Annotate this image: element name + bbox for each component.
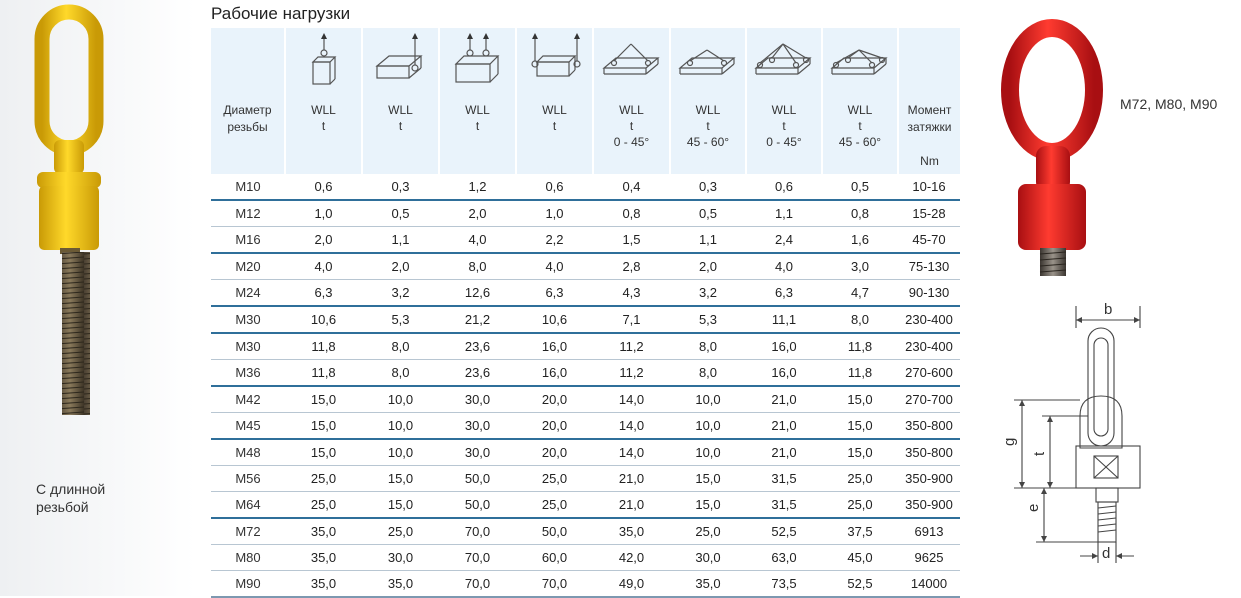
wll-value-cell: 31,5 [746,466,822,492]
wll-value-cell: 2,0 [439,200,516,227]
red-product-label: M72, M80, M90 [1120,96,1218,112]
torque-cell: 90-130 [898,280,960,307]
wll-value-cell: 11,2 [593,333,670,360]
table-row [211,333,960,360]
wll-value-cell: 0,3 [362,174,439,200]
thread-size-cell: M56 [211,466,285,492]
wll-value-cell: 70,0 [516,571,593,598]
wll-value-cell: 73,5 [746,571,822,598]
wll-header-four-leg-0-45 [746,28,822,174]
table-row [211,253,960,280]
wll-value-cell: 1,1 [362,227,439,254]
unit-label: t [706,119,710,133]
wll-value-cell: 60,0 [516,545,593,571]
thread-size-cell: M42 [211,386,285,413]
wll-value-cell: 15,0 [822,439,898,466]
wll-value-cell: 4,0 [439,227,516,254]
angle-label: 45 - 60° [838,135,882,149]
wll-value-cell: 15,0 [285,386,362,413]
four-leg-sling-steep-icon [828,32,892,88]
wll-value-cell: 3,0 [822,253,898,280]
wll-value-cell: 2,8 [593,253,670,280]
vertical-single-lift-icon [294,32,354,88]
angle-label: 0 - 45° [766,135,802,149]
wll-header-four-leg-45-60 [822,28,898,174]
wll-header-horizontal-single [362,28,439,174]
wll-value-cell: 21,0 [746,439,822,466]
torque-cell: 14000 [898,571,960,598]
torque-header-line-1: Момент [907,103,952,117]
wll-value-cell: 2,4 [746,227,822,254]
wll-value-cell: 2,0 [362,253,439,280]
dimension-e-label: e [1025,503,1042,512]
wll-value-cell: 25,0 [670,518,746,545]
wll-value-cell: 49,0 [593,571,670,598]
thread-diameter-header [211,28,285,174]
torque-cell: 350-900 [898,466,960,492]
torque-cell: 15-28 [898,200,960,227]
thread-size-cell: M45 [211,413,285,440]
wll-value-cell: 1,0 [285,200,362,227]
wll-value-cell: 21,0 [593,466,670,492]
wll-value-cell: 21,2 [439,306,516,333]
wll-label: WLL [695,103,721,117]
wll-value-cell: 0,5 [670,200,746,227]
wll-value-cell: 8,0 [670,360,746,387]
wll-value-cell: 25,0 [822,492,898,519]
unit-label: t [475,119,480,133]
wll-value-cell: 1,0 [516,200,593,227]
wll-value-cell: 1,6 [822,227,898,254]
wll-value-cell: 23,6 [439,333,516,360]
table-row [211,227,960,254]
wll-value-cell: 16,0 [516,360,593,387]
unit-label: t [398,119,403,133]
thread-header-line-1: Диаметр [223,103,272,117]
wll-value-cell: 0,6 [746,174,822,200]
wll-value-cell: 0,6 [285,174,362,200]
wll-value-cell: 25,0 [822,466,898,492]
wll-value-cell: 20,0 [516,439,593,466]
angle-label: 45 - 60° [686,135,730,149]
torque-cell: 10-16 [898,174,960,200]
red-swivel-eyebolt-image [990,8,1120,288]
wll-value-cell: 2,0 [285,227,362,254]
thread-size-cell: M12 [211,200,285,227]
wll-value-cell: 25,0 [516,492,593,519]
wll-label: WLL [619,103,644,117]
torque-cell: 230-400 [898,333,960,360]
wll-value-cell: 30,0 [439,413,516,440]
wll-value-cell: 15,0 [285,439,362,466]
wll-value-cell: 4,0 [746,253,822,280]
caption-line-1: С длинной [36,481,106,497]
wll-value-cell: 52,5 [746,518,822,545]
wll-value-cell: 8,0 [439,253,516,280]
wll-value-cell: 10,0 [670,386,746,413]
torque-cell: 350-900 [898,492,960,519]
dimension-diagram [1000,298,1160,573]
thread-size-cell: M16 [211,227,285,254]
wll-value-cell: 10,0 [362,386,439,413]
wll-value-cell: 25,0 [516,466,593,492]
torque-header [898,28,960,174]
torque-cell: 350-800 [898,439,960,466]
table-row [211,518,960,545]
wll-value-cell: 4,0 [516,253,593,280]
wll-value-cell: 8,0 [362,360,439,387]
two-leg-sling-icon [600,32,664,88]
wll-label: WLL [311,103,336,117]
wll-value-cell: 15,0 [670,492,746,519]
wll-value-cell: 6,3 [285,280,362,307]
thread-size-cell: M30 [211,306,285,333]
wll-value-cell: 30,0 [670,545,746,571]
wll-value-cell: 31,5 [746,492,822,519]
wll-value-cell: 3,2 [362,280,439,307]
wll-value-cell: 11,1 [746,306,822,333]
wll-value-cell: 21,0 [746,386,822,413]
wll-value-cell: 0,6 [516,174,593,200]
wll-label: WLL [388,103,413,117]
wll-value-cell: 4,0 [285,253,362,280]
wll-value-cell: 16,0 [746,333,822,360]
thread-size-cell: M30 [211,333,285,360]
wll-value-cell: 7,1 [593,306,670,333]
wll-value-cell: 10,0 [362,413,439,440]
wll-header-two-leg-45-60 [670,28,746,174]
thread-size-cell: M36 [211,360,285,387]
wll-value-cell: 15,0 [285,413,362,440]
table-header-row [211,28,960,174]
thread-size-cell: M72 [211,518,285,545]
wll-value-cell: 35,0 [285,571,362,598]
wll-value-cell: 1,1 [746,200,822,227]
wll-value-cell: 70,0 [439,545,516,571]
thread-size-cell: M90 [211,571,285,598]
unit-label: t [321,119,326,133]
four-leg-sling-icon [752,32,816,88]
wll-value-cell: 1,5 [593,227,670,254]
torque-cell: 270-700 [898,386,960,413]
wll-value-cell: 14,0 [593,386,670,413]
wll-value-cell: 35,0 [285,518,362,545]
wll-header-vertical-single [285,28,362,174]
wll-value-cell: 30,0 [362,545,439,571]
table-row [211,413,960,440]
table-row [211,174,960,200]
wll-value-cell: 14,0 [593,413,670,440]
torque-cell: 350-800 [898,413,960,440]
wll-value-cell: 30,0 [439,439,516,466]
wll-value-cell: 37,5 [822,518,898,545]
wll-label: WLL [771,103,797,117]
torque-cell: 9625 [898,545,960,571]
dimension-d-label: d [1102,545,1111,562]
wll-value-cell: 2,2 [516,227,593,254]
thread-size-cell: M80 [211,545,285,571]
wll-value-cell: 42,0 [593,545,670,571]
wll-value-cell: 16,0 [516,333,593,360]
wll-value-cell: 35,0 [593,518,670,545]
wll-value-cell: 11,2 [593,360,670,387]
wll-value-cell: 0,3 [670,174,746,200]
wll-value-cell: 70,0 [439,518,516,545]
wll-value-cell: 3,2 [670,280,746,307]
unit-label: t [858,119,862,133]
wll-value-cell: 50,0 [516,518,593,545]
wll-value-cell: 35,0 [670,571,746,598]
wll-value-cell: 25,0 [362,518,439,545]
wll-value-cell: 15,0 [822,386,898,413]
wll-header-two-leg-0-45 [593,28,670,174]
wll-value-cell: 11,8 [285,333,362,360]
wll-value-cell: 23,6 [439,360,516,387]
wll-value-cell: 11,8 [822,360,898,387]
wll-value-cell: 10,6 [516,306,593,333]
wll-header-horizontal-double [516,28,593,174]
thread-size-cell: M64 [211,492,285,519]
thread-size-cell: M10 [211,174,285,200]
wll-value-cell: 5,3 [670,306,746,333]
table-row [211,466,960,492]
wll-value-cell: 14,0 [593,439,670,466]
wll-value-cell: 10,0 [670,413,746,440]
wll-value-cell: 5,3 [362,306,439,333]
table-row [211,360,960,387]
wll-label: WLL [465,103,490,117]
wll-value-cell: 8,0 [822,306,898,333]
horizontal-single-lift-icon [371,32,431,88]
torque-cell: 45-70 [898,227,960,254]
wll-value-cell: 35,0 [362,571,439,598]
long-thread-product-panel [0,0,195,596]
wll-label: WLL [847,103,873,117]
wll-value-cell: 0,5 [822,174,898,200]
torque-cell: 270-600 [898,360,960,387]
unit-label: t [782,119,786,133]
table-row [211,306,960,333]
wll-value-cell: 20,0 [516,413,593,440]
thread-size-cell: M48 [211,439,285,466]
wll-value-cell: 0,8 [822,200,898,227]
dimension-g-label: g [1001,437,1018,446]
wll-value-cell: 63,0 [746,545,822,571]
load-table-container [211,28,960,598]
torque-unit: Nm [920,154,939,168]
wll-value-cell: 15,0 [362,492,439,519]
dimension-t-label: t [1031,451,1048,456]
wll-label: WLL [542,103,567,117]
torque-header-line-2: затяжки [907,120,952,134]
wll-value-cell: 45,0 [822,545,898,571]
wll-header-vertical-double [439,28,516,174]
page-title: Рабочие нагрузки [211,4,351,23]
wll-value-cell: 1,1 [670,227,746,254]
wll-value-cell: 52,5 [822,571,898,598]
table-row [211,439,960,466]
wll-value-cell: 50,0 [439,492,516,519]
torque-cell: 230-400 [898,306,960,333]
angle-label: 0 - 45° [613,135,650,149]
wll-value-cell: 4,7 [822,280,898,307]
long-thread-caption [36,480,105,516]
wll-value-cell: 0,8 [593,200,670,227]
wll-value-cell: 11,8 [285,360,362,387]
wll-value-cell: 70,0 [439,571,516,598]
thread-header-line-2: резьбы [227,120,268,134]
wll-value-cell: 20,0 [516,386,593,413]
wll-value-cell: 8,0 [670,333,746,360]
wll-value-cell: 12,6 [439,280,516,307]
torque-cell: 75-130 [898,253,960,280]
table-row [211,200,960,227]
thread-size-cell: M20 [211,253,285,280]
two-leg-sling-steep-icon [676,32,740,88]
wll-value-cell: 0,4 [593,174,670,200]
thread-size-cell: M24 [211,280,285,307]
wll-value-cell: 15,0 [822,413,898,440]
wll-value-cell: 2,0 [670,253,746,280]
unit-label: t [629,119,634,133]
wll-value-cell: 15,0 [670,466,746,492]
unit-label: t [552,119,557,133]
wll-value-cell: 25,0 [285,492,362,519]
wll-value-cell: 10,6 [285,306,362,333]
wll-value-cell: 25,0 [285,466,362,492]
yellow-swivel-eyebolt-image [0,0,195,440]
wll-value-cell: 15,0 [362,466,439,492]
table-row [211,280,960,307]
wll-value-cell: 4,3 [593,280,670,307]
table-row [211,492,960,519]
vertical-double-lift-icon [448,32,508,88]
wll-value-cell: 50,0 [439,466,516,492]
wll-value-cell: 10,0 [362,439,439,466]
horizontal-double-lift-icon [525,32,585,88]
wll-value-cell: 35,0 [285,545,362,571]
wll-value-cell: 8,0 [362,333,439,360]
table-row [211,545,960,571]
wll-value-cell: 0,5 [362,200,439,227]
wll-value-cell: 11,8 [822,333,898,360]
table-row [211,386,960,413]
table-body [211,174,960,597]
wll-value-cell: 30,0 [439,386,516,413]
working-load-table [211,28,960,598]
caption-line-2: резьбой [36,499,89,515]
wll-value-cell: 6,3 [516,280,593,307]
wll-value-cell: 10,0 [670,439,746,466]
wll-value-cell: 16,0 [746,360,822,387]
dimension-b-label: b [1104,301,1113,318]
wll-value-cell: 1,2 [439,174,516,200]
torque-cell: 6913 [898,518,960,545]
wll-value-cell: 21,0 [746,413,822,440]
wll-value-cell: 6,3 [746,280,822,307]
table-row [211,571,960,598]
wll-value-cell: 21,0 [593,492,670,519]
